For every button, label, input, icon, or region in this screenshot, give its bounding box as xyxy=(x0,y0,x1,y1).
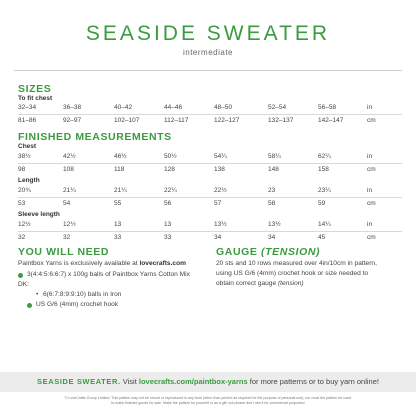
legal-line-1: © LoveCrafts Group Limited. This pattern may not be resold or reproduced in any form (other than printed as required for the purpose of personal use), nor must the pattern be used xyxy=(64,396,352,400)
table-cell: 21¼ xyxy=(63,187,76,194)
legal-line-2: to make finished goods for sale. Make the pattern for yourself or as a gift, but please don't use it for commercial purposes! xyxy=(111,401,305,405)
table-cell: 118 xyxy=(114,166,125,173)
gauge-heading xyxy=(216,246,320,258)
row-divider xyxy=(18,163,402,164)
measurement-group-label: Chest xyxy=(18,143,37,150)
hook-item: US G/6 (4mm) crochet hook xyxy=(36,301,119,308)
table-cell: 22¼ xyxy=(164,187,177,194)
table-cell: 50½ xyxy=(164,153,177,160)
table-cell: 34 xyxy=(268,234,276,241)
availability-text: Paintbox Yarns is exclusively available at xyxy=(18,260,140,267)
table-cell: 54¼ xyxy=(214,153,227,160)
footer-text xyxy=(0,377,416,386)
table-cell: 55 xyxy=(114,200,122,207)
table-cell: 58¼ xyxy=(268,153,281,160)
footer-link[interactable]: lovecrafts.com/paintbox-yarns xyxy=(138,377,248,386)
table-cell: 48–50 xyxy=(214,104,233,111)
table-cell: 13 xyxy=(164,221,172,228)
gauge-line-1: 20 sts and 10 rows measured over 4in/10cm in pattern, xyxy=(216,260,377,267)
gauge-line-3 xyxy=(216,279,304,289)
gauge-line-2: using US G/6 (4mm) crochet hook or size needed to xyxy=(216,270,369,277)
table-cell: 34 xyxy=(214,234,222,241)
table-cell: 122–127 xyxy=(214,117,240,124)
lovecrafts-link[interactable]: lovecrafts.com xyxy=(139,260,186,267)
gauge-line-3-italic: (tension) xyxy=(277,280,304,287)
table-cell: 13 xyxy=(114,221,122,228)
table-cell: 56 xyxy=(164,200,172,207)
table-cell: 36–38 xyxy=(63,104,82,111)
difficulty-label: intermediate xyxy=(182,48,234,57)
table-cell: 14¼ xyxy=(318,221,331,228)
table-cell: 92–97 xyxy=(63,117,82,124)
table-cell: 57 xyxy=(214,200,222,207)
unit-cell: cm xyxy=(367,200,376,207)
finished-measurements-heading: FINISHED MEASUREMENTS xyxy=(18,131,172,143)
yarn-requirement: 3(4:4:5:6:6:7) x 100g balls of Paintbox Yarns Cotton Mix xyxy=(27,271,190,278)
table-cell: 102–107 xyxy=(114,117,140,124)
table-row xyxy=(18,104,408,112)
unit-cell: cm xyxy=(367,166,376,173)
unit-cell: cm xyxy=(367,234,376,241)
table-cell: 54 xyxy=(63,200,71,207)
table-row xyxy=(18,234,408,242)
table-cell: 42½ xyxy=(63,153,76,160)
unit-cell: cm xyxy=(367,117,376,124)
table-cell: 132–137 xyxy=(268,117,294,124)
table-cell: 108 xyxy=(63,166,74,173)
unit-cell: in xyxy=(367,187,373,194)
table-cell: 32 xyxy=(18,234,26,241)
table-cell: 46½ xyxy=(114,153,127,160)
table-cell: 13½ xyxy=(268,221,281,228)
table-cell: 33 xyxy=(114,234,122,241)
footer-brand: SEASIDE SWEATER. xyxy=(37,377,121,386)
table-row xyxy=(18,187,408,195)
table-cell: 62¼ xyxy=(318,153,331,160)
table-cell: 128 xyxy=(164,166,175,173)
unit-cell: in xyxy=(367,153,373,160)
availability-note xyxy=(18,259,208,269)
row-divider xyxy=(18,114,402,115)
footer-visit-text: Visit xyxy=(120,377,139,386)
table-cell: 45 xyxy=(318,234,326,241)
table-row xyxy=(18,166,408,174)
measurement-group-label: Length xyxy=(18,177,40,184)
table-cell: 56–58 xyxy=(318,104,337,111)
unit-cell: in xyxy=(367,104,373,111)
divider xyxy=(14,70,402,71)
you-will-need-heading: YOU WILL NEED xyxy=(18,246,110,258)
bullet-icon xyxy=(27,303,32,308)
unit-cell: in xyxy=(367,221,373,228)
yarn-requirement-cont: DK: xyxy=(18,281,29,288)
table-cell: 38½ xyxy=(18,153,31,160)
legal-notice xyxy=(0,396,416,406)
table-row xyxy=(18,153,408,161)
table-cell: 23 xyxy=(268,187,276,194)
bullet-small-icon: • xyxy=(36,291,39,298)
gauge-heading-text: GAUGE xyxy=(216,246,258,258)
table-cell: 98 xyxy=(18,166,26,173)
table-cell: 158 xyxy=(318,166,329,173)
table-cell: 52–54 xyxy=(268,104,287,111)
table-cell: 23¼ xyxy=(318,187,331,194)
table-cell: 81–86 xyxy=(18,117,37,124)
table-cell: 142–147 xyxy=(318,117,344,124)
gauge-line-3-text: obtain correct gauge xyxy=(216,280,278,287)
table-cell: 33 xyxy=(164,234,172,241)
table-cell: 12½ xyxy=(63,221,76,228)
table-cell: 21¼ xyxy=(114,187,127,194)
table-cell: 32 xyxy=(63,234,71,241)
table-row xyxy=(18,200,408,208)
table-cell: 58 xyxy=(268,200,276,207)
to-fit-chest-label: To fit chest xyxy=(18,95,53,102)
table-cell: 12½ xyxy=(18,221,31,228)
table-cell: 20¾ xyxy=(18,187,31,194)
row-divider xyxy=(18,197,402,198)
table-cell: 32–34 xyxy=(18,104,37,111)
table-cell: 59 xyxy=(318,200,326,207)
footer-tail-text: for more patterns or to buy yarn online! xyxy=(247,377,379,386)
table-cell: 40–42 xyxy=(114,104,133,111)
table-cell: 53 xyxy=(18,200,26,207)
table-cell: 22½ xyxy=(214,187,227,194)
yarn-color-item: 6(6:7:8:9:9:10) balls in Iron xyxy=(43,291,122,298)
table-row xyxy=(18,221,408,229)
table-cell: 112–117 xyxy=(164,117,189,124)
table-cell: 138 xyxy=(214,166,225,173)
bullet-icon xyxy=(18,273,23,278)
page-title: SEASIDE SWEATER xyxy=(85,22,331,45)
sizes-heading: SIZES xyxy=(18,83,52,95)
table-cell: 148 xyxy=(268,166,279,173)
measurement-group-label: Sleeve length xyxy=(18,211,60,218)
table-row xyxy=(18,117,408,125)
row-divider xyxy=(18,231,402,232)
table-cell: 44–46 xyxy=(164,104,183,111)
table-cell: 13½ xyxy=(214,221,227,228)
gauge-heading-italic: (TENSION) xyxy=(261,246,321,258)
